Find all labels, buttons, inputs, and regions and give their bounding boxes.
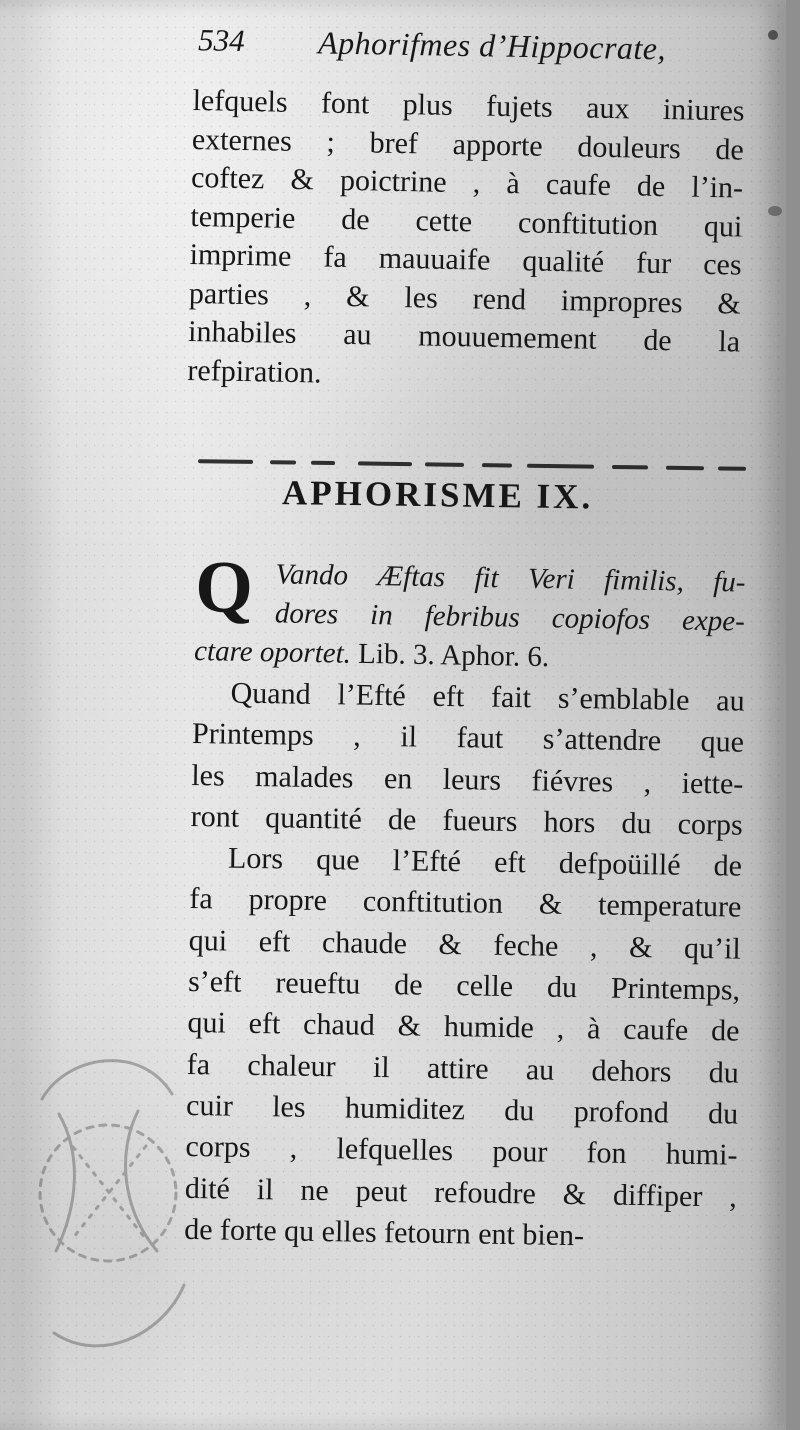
aphorism-heading: APHORISME IX. xyxy=(281,473,594,517)
text-line: parties , & les rend impropres & xyxy=(188,276,742,321)
page-header xyxy=(198,22,739,81)
latin-text-line: dores in febribus copiofos expe- xyxy=(274,597,746,638)
edge-stain xyxy=(768,206,782,216)
text-line: refpiration. xyxy=(187,353,322,390)
text-line: externes ; bref apporte douleurs de xyxy=(191,122,745,167)
rule-dash xyxy=(718,466,746,470)
stamp-cross-mark xyxy=(73,1146,146,1238)
commentary-line: qui eft chaud & humide , à caufe de xyxy=(187,1006,740,1049)
commentary-line: cuir les humiditez du profond du xyxy=(185,1088,739,1131)
rule-dash xyxy=(527,464,594,469)
drop-cap: Q xyxy=(194,546,254,629)
faded-library-stamp xyxy=(20,1033,202,1361)
stamp-arc xyxy=(54,1285,184,1346)
stamp-inner-line xyxy=(56,1114,74,1251)
commentary-line: les malades en leurs fiévres , iette- xyxy=(191,758,744,801)
rule-dash xyxy=(358,461,412,466)
aphorism-reference: Lib. 3. Aphor. 6. xyxy=(357,637,550,674)
continued-paragraph xyxy=(187,82,748,401)
stamp-arc xyxy=(42,1061,172,1099)
commentary-line: fa propre conftitution & temperature xyxy=(189,882,742,925)
rule-dash xyxy=(425,462,464,467)
page-number: 534 xyxy=(197,22,245,59)
commentary-line: dité il ne peut refoudre & diffiper , xyxy=(184,1171,738,1214)
rule-dash xyxy=(482,463,512,467)
french-commentary xyxy=(184,672,748,1259)
text-line: inhabiles au mouuemement de la xyxy=(187,314,741,359)
commentary-line: corps , lefquelles pour fon humi- xyxy=(185,1130,738,1172)
rule-dash xyxy=(270,460,296,464)
latin-reference-line xyxy=(194,632,715,679)
rule-dash xyxy=(612,465,648,470)
rule-dash xyxy=(666,466,704,471)
text-line: lefquels font plus fujets aux iniures xyxy=(192,83,745,128)
text-line: temperie de cette conftitution qui xyxy=(190,199,743,244)
show-through-marginalia xyxy=(30,117,129,480)
stamp-circle xyxy=(40,1125,176,1261)
commentary-line: ront quantité de fueurs hors du corps xyxy=(190,799,743,842)
stamp-inner-line xyxy=(126,1111,157,1251)
commentary-line: Lors que l’Efté eft defpoüillé de xyxy=(227,841,743,883)
latin-aphorism xyxy=(194,548,756,683)
latin-text-line: Vando Æftas fit Veri fimilis, fu- xyxy=(275,558,746,599)
rule-dash xyxy=(198,459,253,464)
latin-ending: ctare oportet. xyxy=(193,634,352,670)
text-line: imprime fa mauuaife qualité fur ces xyxy=(189,237,742,282)
commentary-line: de forte qu elles fetourn ent bien- xyxy=(183,1212,585,1253)
running-title: Aphorifmes d’Hippocrate, xyxy=(317,24,667,67)
decorative-dashed-rule xyxy=(198,453,746,477)
commentary-line: qui eft chaude & feche , & qu’il xyxy=(188,923,741,966)
ink-spot xyxy=(768,30,778,40)
commentary-line: Quand l’Efté eft fait s’emblable au xyxy=(230,676,745,718)
commentary-line: Printemps , il faut s’attendre que xyxy=(191,717,745,759)
commentary-line: fa chaleur il attire au dehors du xyxy=(186,1047,740,1090)
rule-dash xyxy=(311,461,335,465)
text-line: coftez & poictrine , à caufe de l’in- xyxy=(190,160,744,205)
commentary-line: s’eft reueftu de celle du Printemps, xyxy=(187,965,741,1007)
